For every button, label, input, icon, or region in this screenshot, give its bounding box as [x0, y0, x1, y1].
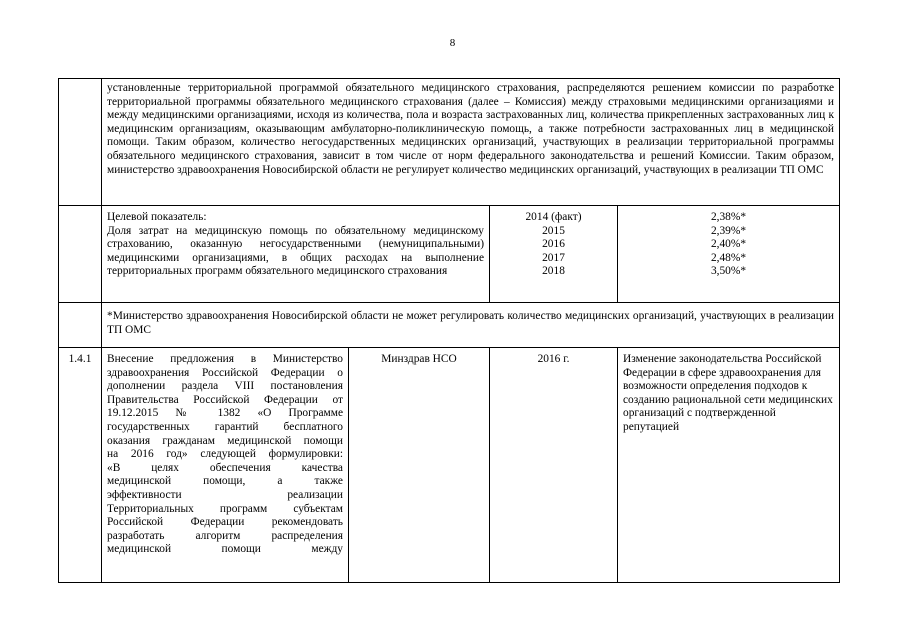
item-number-cell [59, 348, 102, 583]
measure-line: Правительства Российской Федерации от [107, 393, 343, 406]
measure-line: Внесение предложения в Министерство [107, 353, 343, 365]
description-cell [102, 79, 840, 206]
indicator-title: Целевой показатель: [107, 211, 207, 223]
executor-text: Минздрав НСО [381, 353, 457, 365]
item-number: 1.4.1 [68, 353, 92, 365]
document-table [58, 78, 840, 583]
indicator-text: Доля затрат на медицинскую помощь по обязательному медицинскому страхованию, оказанную негосударственными (немуниципальными) медицинскими организациями, в общих расходах на выполнение территориальных программ обязательного медицинского страхования [107, 224, 484, 278]
measure-line: разработать алгоритм распределения [107, 529, 343, 542]
value-item: 3,50%* [710, 265, 747, 278]
year-item: 2016 [542, 238, 565, 251]
measure-line: дополнении раздела VIII постановления [107, 380, 343, 393]
value-item: 2,38%* [710, 211, 747, 223]
year-item: 2018 [542, 265, 565, 278]
measure-line: Российской Федерации рекомендовать [107, 516, 343, 529]
value-item: 2,40%* [710, 238, 747, 251]
value-item: 2,48%* [710, 251, 747, 264]
term-cell [490, 348, 618, 583]
measure-line: 19.12.2015 № 1382 «О Программе [107, 407, 343, 420]
number-cell-empty [59, 206, 102, 303]
years-cell [490, 206, 618, 303]
measure-line: «В целях обеспечения качества [107, 461, 343, 474]
measure-line: медицинской помощи между [107, 543, 343, 556]
number-cell-empty [59, 303, 102, 348]
values-cell [618, 206, 840, 303]
indicator-cell [102, 206, 490, 303]
measure-line: оказания гражданам медицинской помощи [107, 434, 343, 447]
table-row [59, 303, 840, 348]
measure-line: здравоохранения Российской Федерации о [107, 366, 343, 379]
year-item: 2017 [542, 251, 565, 264]
measure-line: медицинской помощи, а также [107, 475, 343, 488]
footnote-text: *Министерство здравоохранения Новосибирской области не может регулировать количество медицинских организаций, участвующих в реализации ТП ОМС [107, 310, 835, 336]
result-text: Изменение законодательства Российской Федерации в сфере здравоохранения для возможности определения подходов к созданию рациональной сети медицинских организаций с подтвержденной репутацией [623, 353, 833, 433]
number-cell-empty [59, 79, 102, 206]
year-item: 2015 [542, 224, 565, 237]
description-text: установленные территориальной программой обязательного медицинского страхования, распределяются решением комиссии по разработке территориальной программы обязательного медицинского страхования (далее – Комиссия) между страховыми медицинскими организациями и между медицинскими организациями, исходя из количества, пола и возраста застрахованных лиц, количества прикрепленных застрахованных лиц к медицинским организациям, оказывающим амбулаторно-поликлиническую помощь, а также потребности застрахованных лиц в медицинской помощи. Таким образом, количество негосударственных медицинских организаций, участвующих в реализации территориальной программы обязательного медицинского страхования, зависит в том числе от норм федерального законодательства и решений Комиссии. Таким образом, министерство здравоохранения Новосибирской области не регулирует количество медицинских организаций, участвующих в реализации ТП ОМС [107, 82, 835, 176]
year-item: 2014 (факт) [525, 211, 582, 223]
measure-line: на 2016 год» следующей формулировки: [107, 448, 343, 461]
table-row [59, 348, 840, 583]
note-cell [102, 303, 840, 348]
result-cell [618, 348, 840, 583]
value-item: 2,39%* [710, 224, 747, 237]
measure-cell [102, 348, 349, 583]
page-number: 8 [449, 37, 456, 49]
measure-line: Территориальных программ субъектам [107, 502, 343, 515]
table-row [59, 79, 840, 206]
executor-cell [349, 348, 490, 583]
measure-line: эффективности реализации [107, 488, 343, 501]
term-text: 2016 г. [537, 353, 570, 365]
table-row [59, 206, 840, 303]
measure-line: государственных гарантий бесплатного [107, 420, 343, 433]
